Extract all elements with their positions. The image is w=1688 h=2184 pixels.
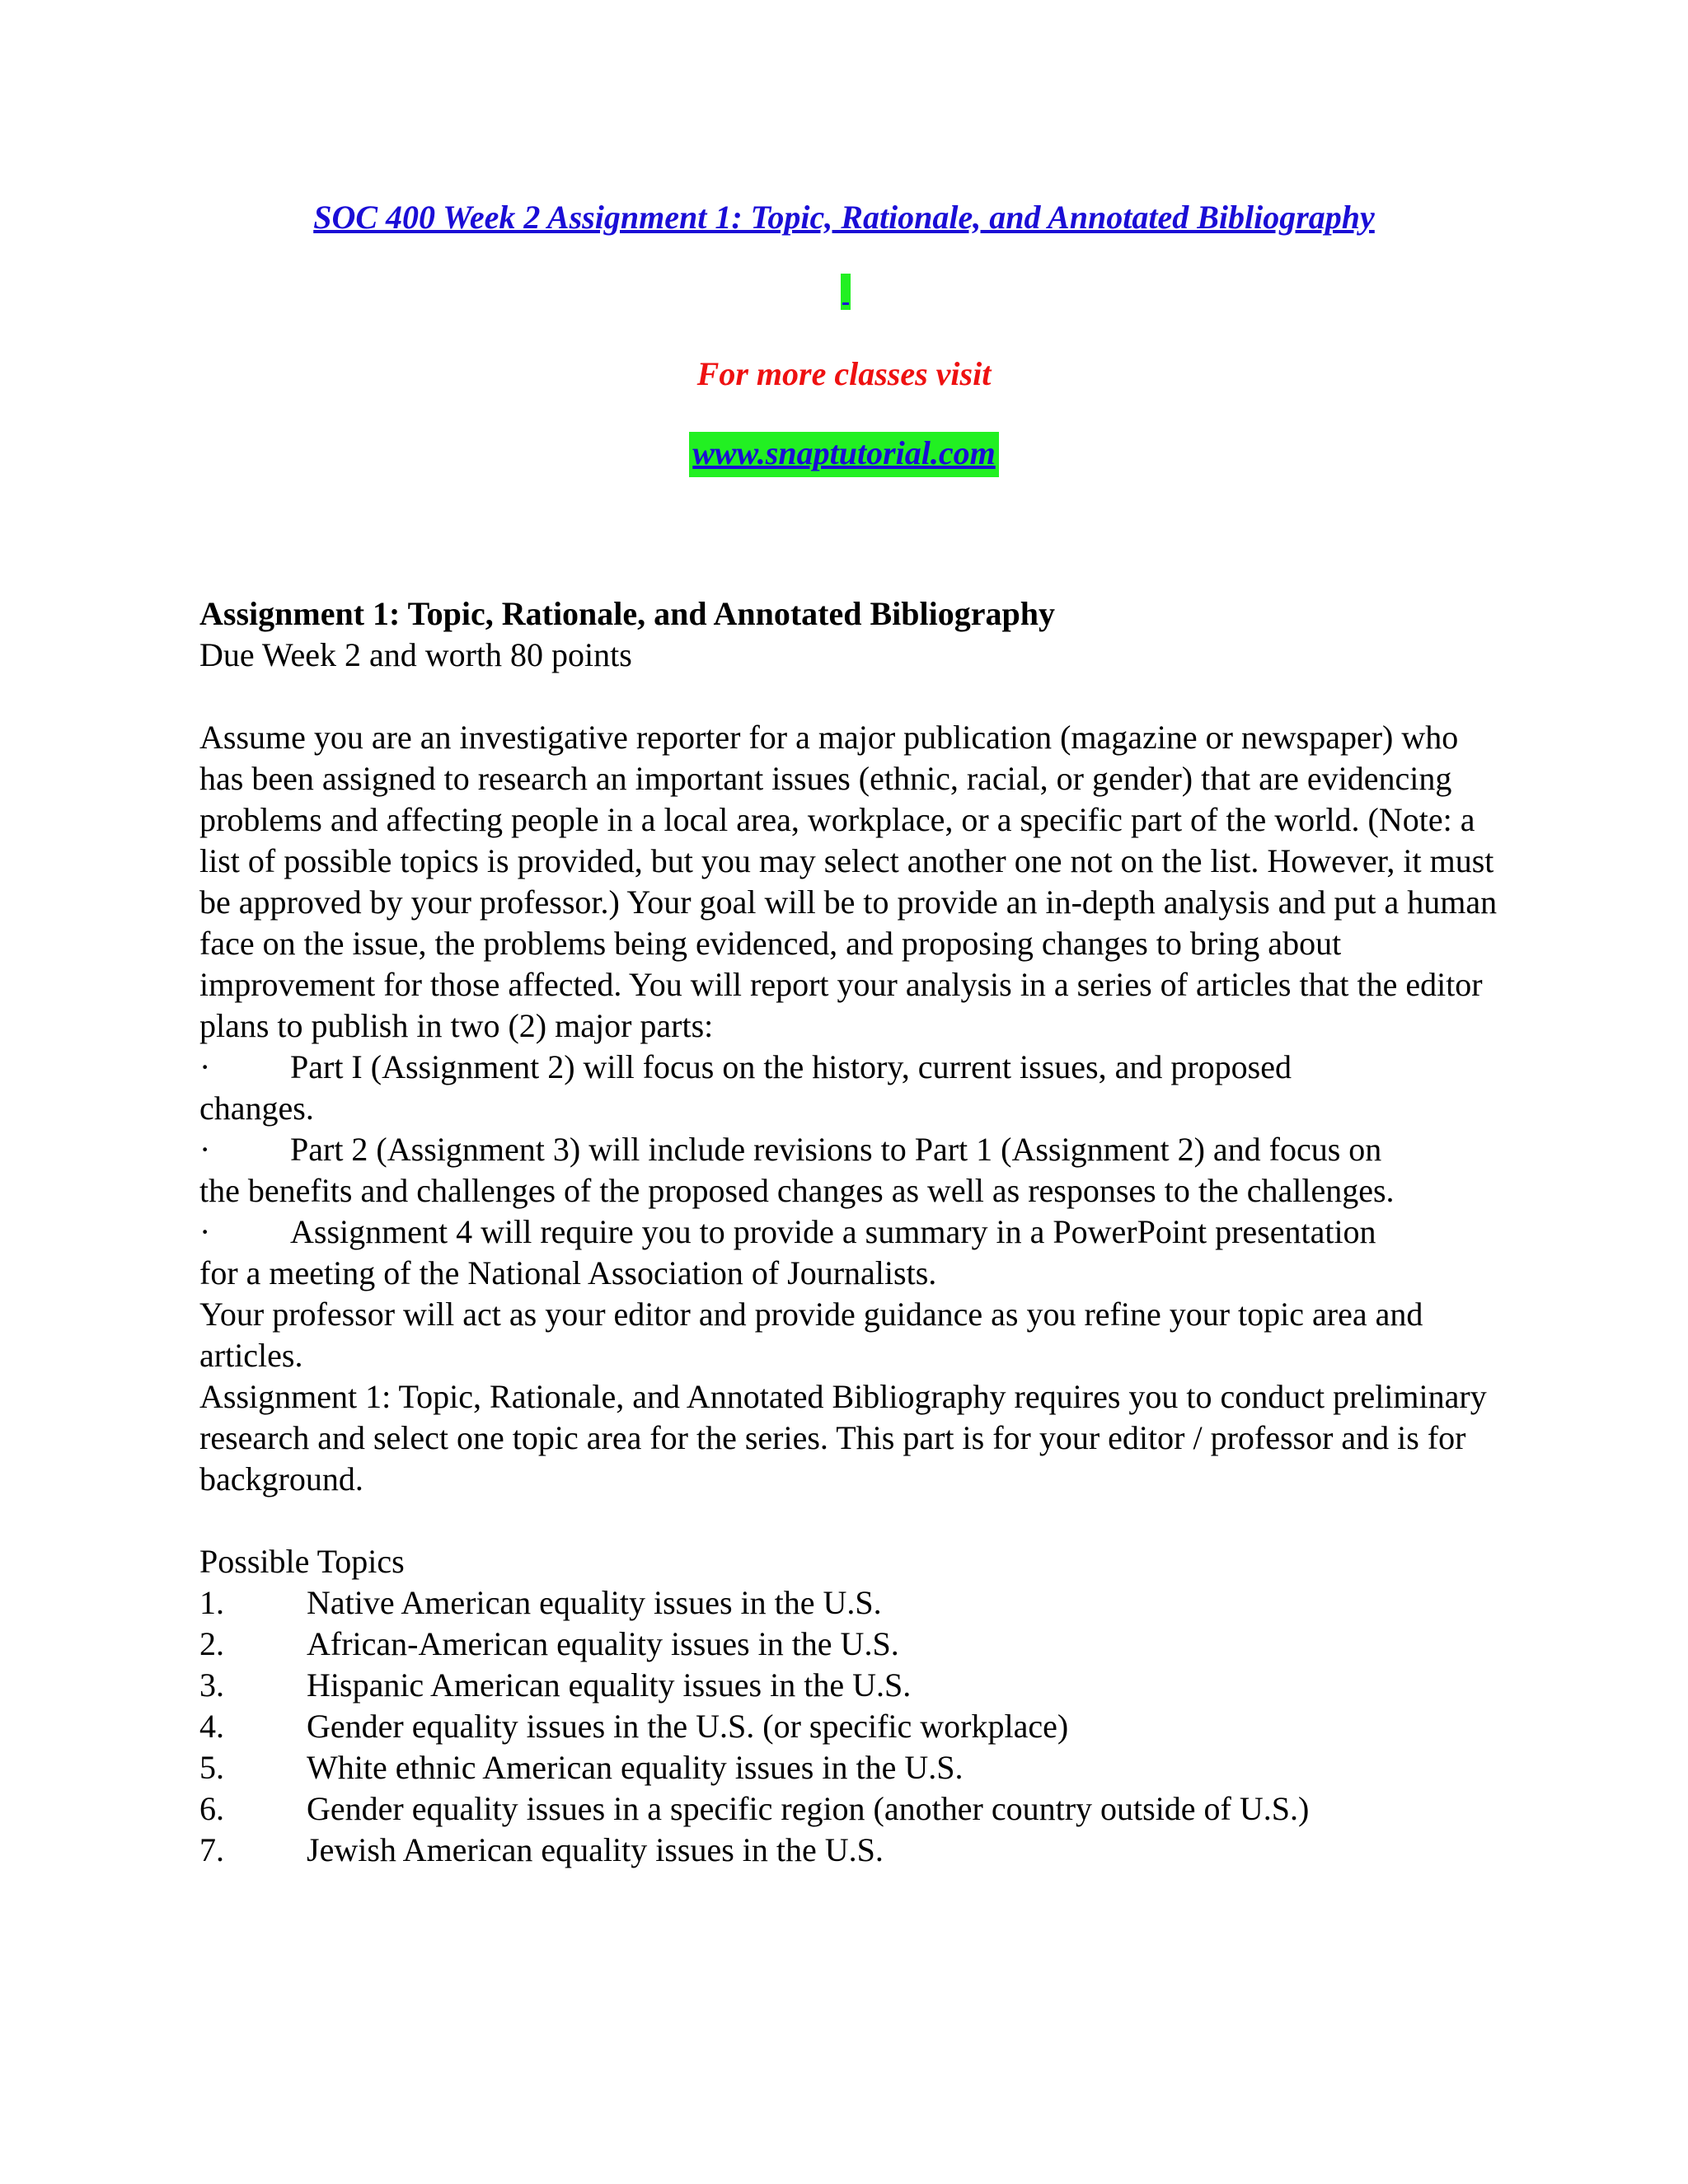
due-line: Due Week 2 and worth 80 points <box>199 636 632 673</box>
spacer <box>199 1500 1502 1541</box>
bullet-item <box>199 1212 1502 1294</box>
bullet-icon: · <box>199 1131 211 1168</box>
topic-text: Native American equality issues in the U.S. <box>307 1584 882 1621</box>
bullet-continuation: for a meeting of the National Association of Journalists. <box>199 1254 937 1291</box>
list-item <box>199 1788 1502 1830</box>
topic-text: Gender equality issues in the U.S. (or specific workplace) <box>307 1708 1069 1745</box>
course-title-link[interactable]: SOC 400 Week 2 Assignment 1: Topic, Rationale, and Annotated Bibliography <box>313 199 1375 236</box>
spacer <box>199 676 1502 717</box>
topic-number: 7. <box>199 1831 224 1868</box>
intro-paragraph: Assume you are an investigative reporter for a major publication (magazine or newspaper) who has been assigned to research an important issues (ethnic, racial, or gender) that are evidencing problems and affecting people in a local area, workplace, or a specific part of the world. (Note: a list of possible topics is provided, but you may select another one not on the list. However, it must be approved by your professor.) Your goal will be to provide an in-depth analysis and put a human face on the issue, the problems being evidenced, and proposing changes to bring about improvement for those affected. You will report your analysis in a series of articles that the editor plans to publish in two (2) major parts: <box>199 719 1498 1044</box>
list-item <box>199 1665 1502 1706</box>
bullet-icon: · <box>199 1048 211 1085</box>
bullet-item <box>199 1129 1502 1212</box>
bullet-icon: · <box>199 1213 211 1250</box>
topic-number: 5. <box>199 1749 224 1786</box>
assignment-body <box>199 593 1502 1871</box>
topic-number: 3. <box>199 1666 224 1704</box>
bullet-first-line: Assignment 4 will require you to provide a summary in a PowerPoint presentation <box>290 1213 1376 1250</box>
bullet-item <box>199 1047 1502 1129</box>
topic-number: 2. <box>199 1625 224 1662</box>
topic-text: Gender equality issues in a specific region (another country outside of U.S.) <box>307 1790 1310 1827</box>
editor-paragraph: Your professor will act as your editor and provide guidance as you refine your topic area and articles. <box>199 1296 1423 1374</box>
list-item <box>199 1830 1502 1871</box>
site-link-container <box>0 432 1688 477</box>
list-item <box>199 1706 1502 1747</box>
topic-text: Hispanic American equality issues in the U.S. <box>307 1666 912 1704</box>
bullet-first-line: Part I (Assignment 2) will focus on the history, current issues, and proposed <box>290 1048 1292 1085</box>
topic-number: 1. <box>199 1584 224 1621</box>
topic-text: White ethnic American equality issues in the U.S. <box>307 1749 964 1786</box>
research-paragraph: Assignment 1: Topic, Rationale, and Annotated Bibliography requires you to conduct preliminary research and select one topic area for the series. This part is for your editor / professor and is for background. <box>199 1378 1487 1497</box>
topic-number: 4. <box>199 1708 224 1745</box>
list-item <box>199 1747 1502 1788</box>
bullet-continuation: changes. <box>199 1090 314 1127</box>
list-item <box>199 1582 1502 1624</box>
topic-text: African-American equality issues in the U.S. <box>307 1625 899 1662</box>
bullet-first-line: Part 2 (Assignment 3) will include revisions to Part 1 (Assignment 2) and focus on <box>290 1131 1382 1168</box>
site-link[interactable]: www.snaptutorial.com <box>689 432 999 477</box>
topic-number: 6. <box>199 1790 224 1827</box>
highlighted-link-marker[interactable] <box>841 274 851 310</box>
assignment-heading: Assignment 1: Topic, Rationale, and Annotated Bibliography <box>199 595 1055 632</box>
topics-heading: Possible Topics <box>199 1543 405 1580</box>
promo-text: For more classes visit <box>696 355 992 392</box>
topic-text: Jewish American equality issues in the U.S. <box>307 1831 884 1868</box>
bullet-continuation: the benefits and challenges of the proposed changes as well as responses to the challenges. <box>199 1172 1395 1209</box>
list-item <box>199 1624 1502 1665</box>
